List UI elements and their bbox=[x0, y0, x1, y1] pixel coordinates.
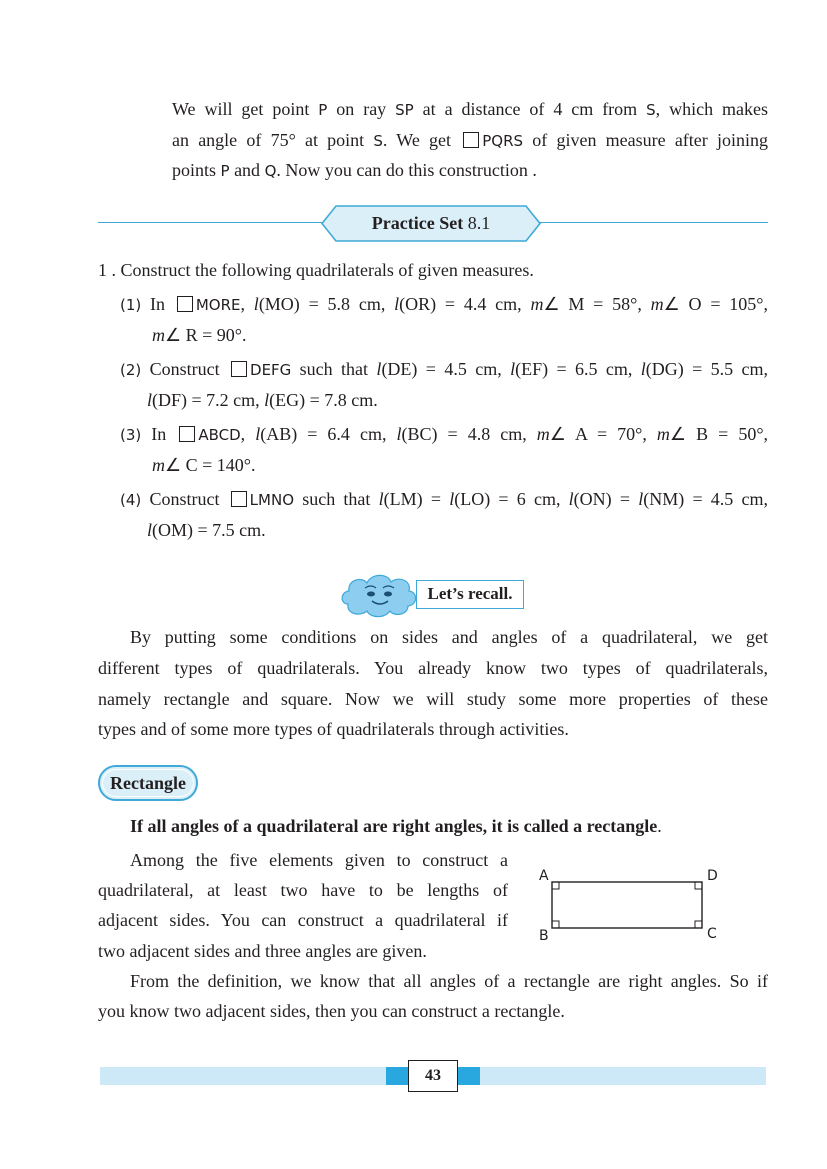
question-1-item-4-cont: l(OM) = 7.5 cm. bbox=[147, 520, 266, 540]
rect-para1-line-1: Among the five elements given to construct a bbox=[130, 850, 508, 870]
question-1-item-2: (2) Construct DEFG such that l(DE) = 4.5 cm, l(EF) = 6.5 cm, l(DG) = 5.5 cm, bbox=[120, 359, 769, 379]
quadrilateral-symbol-icon bbox=[179, 426, 195, 442]
question-1-item-1: (1) In MORE, l(MO) = 5.8 cm, l(OR) = 4.4 cm, m∠ M = 58°, m∠ O = 105°, bbox=[120, 294, 768, 314]
vertex-label-a: A bbox=[539, 868, 549, 884]
lets-recall-heading: Let’s recall. bbox=[416, 580, 524, 609]
quadrilateral-symbol-icon bbox=[231, 491, 247, 507]
quadrilateral-symbol-icon bbox=[463, 132, 479, 148]
page-number: 43 bbox=[408, 1060, 458, 1092]
rectangle-heading: Rectangle bbox=[98, 765, 198, 801]
recall-para-line-2: different types of quadrilaterals. You already know two types of quadrilaterals, bbox=[98, 658, 768, 678]
footer-accent-left bbox=[386, 1067, 408, 1085]
rectangle-definition: If all angles of a quadrilateral are right angles, it is called a rectangle. bbox=[130, 816, 662, 836]
rectangle-abcd-figure bbox=[530, 866, 730, 946]
recall-para-line-1: By putting some conditions on sides and angles of a quadrilateral, we get bbox=[130, 627, 768, 647]
cloud-mascot-icon bbox=[338, 570, 420, 620]
question-1-prompt: 1 . Construct the following quadrilaterals of given measures. bbox=[98, 260, 534, 280]
question-1-item-1-cont: m∠ R = 90°. bbox=[152, 325, 247, 345]
rect-para1-line-2: quadrilateral, at least two have to be lengths of bbox=[98, 880, 508, 900]
recall-para-line-3: namely rectangle and square. Now we will study some more properties of these bbox=[98, 689, 768, 709]
intro-line-2: an angle of 75° at point S. We get PQRS of given measure after joining bbox=[172, 130, 768, 150]
practice-set-title: Practice Set 8.1 bbox=[371, 213, 491, 233]
intro-line-3: points P and Q. Now you can do this construction . bbox=[172, 160, 537, 180]
rect-para1-line-3: adjacent sides. You can construct a quadrilateral if bbox=[98, 910, 508, 930]
rect-para1-line-4: two adjacent sides and three angles are given. bbox=[98, 941, 427, 961]
intro-line-1: We will get point P on ray SP at a distance of 4 cm from S, which makes bbox=[172, 99, 769, 119]
rect-para2-line-1: From the definition, we know that all angles of a rectangle are right angles. So if bbox=[130, 971, 768, 991]
question-1-item-3-cont: m∠ C = 140°. bbox=[152, 455, 256, 475]
question-1-item-3: (3) In ABCD, l(AB) = 6.4 cm, l(BC) = 4.8 cm, m∠ A = 70°, m∠ B = 50°, bbox=[120, 424, 769, 444]
question-1-item-2-cont: l(DF) = 7.2 cm, l(EG) = 7.8 cm. bbox=[147, 390, 378, 410]
vertex-label-b: B bbox=[539, 928, 549, 944]
recall-para-line-4: types and of some more types of quadrilaterals through activities. bbox=[98, 719, 569, 739]
vertex-label-d: D bbox=[707, 868, 718, 884]
quadrilateral-symbol-icon bbox=[177, 296, 193, 312]
footer-accent-right bbox=[458, 1067, 480, 1085]
quadrilateral-symbol-icon bbox=[231, 361, 247, 377]
rect-para2-line-2: you know two adjacent sides, then you can construct a rectangle. bbox=[98, 1001, 565, 1021]
vertex-label-c: C bbox=[707, 926, 717, 942]
question-1-item-4: (4) Construct LMNO such that l(LM) = l(LO) = 6 cm, l(ON) = l(NM) = 4.5 cm, bbox=[120, 489, 769, 509]
